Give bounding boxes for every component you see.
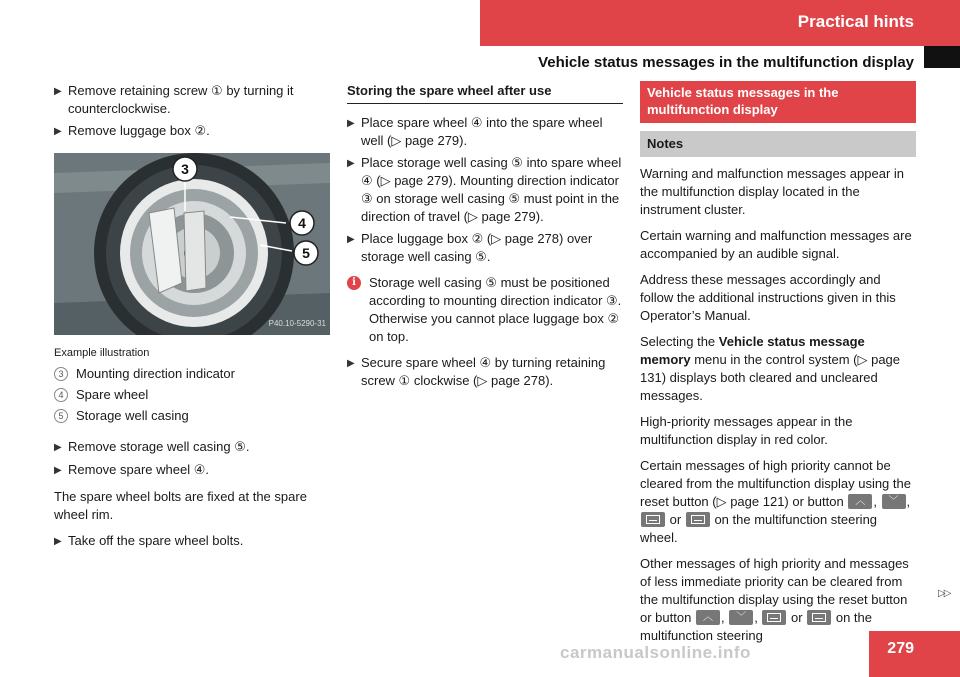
step-item	[54, 532, 330, 551]
header-bar	[480, 0, 960, 46]
text-segment: Other messages of high priority and messages of less immediate priority can be cleared from the multifunction display using the reset button or button	[640, 556, 909, 625]
figure-legend	[54, 365, 330, 425]
figure-code: P40.10-5290-31	[268, 319, 326, 328]
up-button-icon: ︿	[848, 494, 872, 509]
step-text: Remove retaining screw ① by turning it counterclockwise.	[68, 83, 294, 116]
paragraph: Warning and malfunction messages appear in the multifunction display located in the instrument cluster.	[640, 166, 904, 217]
page-number: 279	[887, 640, 914, 657]
legend-item	[54, 365, 330, 383]
column-right	[640, 84, 916, 653]
page-number-box	[869, 631, 960, 677]
watermark: carmanualsonline.info	[560, 643, 751, 662]
paragraph: Other messages of high priority and messages of less immediate priority can be cleared from the multifunction display using the reset button or button ︿ , ﹀ , or on the multifunction steering	[640, 556, 909, 643]
legend-item	[54, 386, 330, 404]
info-icon: i	[347, 276, 361, 290]
arrow-right-icon: ▶	[54, 465, 62, 476]
legend-number: 3	[54, 367, 68, 381]
callout-3: 3	[181, 161, 189, 177]
step-item	[54, 438, 330, 457]
continue-mark: ▷▷	[938, 588, 950, 599]
spare-wheel-illustration	[54, 153, 330, 335]
info-note	[347, 274, 623, 346]
paragraph: Certain messages of high priority cannot be cleared from the multifunction display using the reset button (▷ page 121) or button ︿ , ﹀ , or on the multifunction steering wheel.	[640, 458, 911, 545]
step-text: Place spare wheel ④ into the spare wheel well (▷ page 279).	[361, 115, 603, 148]
notes-heading: Notes	[640, 131, 916, 157]
down-button-icon: ﹀	[882, 494, 906, 509]
callout-4: 4	[298, 215, 306, 231]
info-text: Storage well casing ⑤ must be positioned according to mounting direction indicator ③. Otherwise you cannot place luggage box ② on top.	[369, 275, 622, 344]
step-item	[347, 114, 623, 150]
menu-name: Vehicle status message memory	[640, 334, 865, 367]
page-subtitle: Vehicle status messages in the multifunction display	[538, 54, 914, 71]
step-item	[347, 354, 623, 390]
section-title-box: Vehicle status messages in the multifunction display	[640, 81, 916, 123]
text-segment: Selecting the	[640, 334, 719, 349]
legend-label: Mounting direction indicator	[76, 366, 235, 381]
step-item	[54, 122, 330, 141]
arrow-right-icon: ▶	[54, 86, 62, 97]
text-segment: Certain messages of high priority cannot be cleared from the multifunction display using the reset button (▷ page 121) or button	[640, 458, 911, 509]
arrow-right-icon: ▶	[347, 234, 355, 245]
callout-5: 5	[302, 245, 310, 261]
paragraph: The spare wheel bolts are fixed at the spare wheel rim.	[54, 489, 307, 522]
section-title: Practical hints	[797, 12, 914, 31]
paragraph	[640, 333, 916, 405]
display-button-icon	[807, 610, 831, 625]
step-text: Place luggage box ② (▷ page 278) over storage well casing ⑤.	[361, 231, 593, 264]
step-item	[347, 154, 623, 226]
step-text: Secure spare wheel ④ by turning retaining screw ① clockwise (▷ page 278).	[361, 355, 606, 388]
step-text: Take off the spare wheel bolts.	[68, 533, 244, 548]
legend-number: 4	[54, 388, 68, 402]
down-button-icon: ﹀	[729, 610, 753, 625]
section-heading: Storing the spare wheel after use	[347, 82, 623, 104]
legend-label: Spare wheel	[76, 387, 149, 402]
column-left	[54, 82, 330, 555]
display-button-icon	[686, 512, 710, 527]
text-segment: or	[791, 610, 803, 625]
step-text: Remove spare wheel ④.	[68, 462, 209, 477]
step-item	[54, 461, 330, 480]
arrow-right-icon: ▶	[347, 158, 355, 169]
arrow-right-icon: ▶	[347, 358, 355, 369]
arrow-right-icon: ▶	[54, 126, 62, 137]
paragraph: High-priority messages appear in the multifunction display in red color.	[640, 414, 853, 447]
arrow-right-icon: ▶	[54, 442, 62, 453]
step-item	[347, 230, 623, 266]
display-button-icon	[641, 512, 665, 527]
spare-wheel-drawing	[54, 153, 330, 335]
column-middle	[347, 82, 623, 394]
step-text: Remove storage well casing ⑤.	[68, 439, 250, 454]
display-button-icon	[762, 610, 786, 625]
text-segment: or	[669, 512, 682, 527]
header-marker	[924, 46, 960, 68]
text-segment: on the multifunction steering wheel.	[640, 512, 878, 545]
paragraph: Certain warning and malfunction messages are accompanied by an audible signal.	[640, 228, 912, 261]
legend-item	[54, 407, 330, 425]
legend-number: 5	[54, 409, 68, 423]
text-segment: on the multifunction steering	[640, 610, 873, 643]
arrow-right-icon: ▶	[347, 118, 355, 129]
step-text: Place storage well casing ⑤ into spare wheel ④ (▷ page 279). Mounting direction indicator ③ on storage well casing ⑤ must point in the direction of travel (▷ page 279).	[361, 155, 622, 224]
up-button-icon: ︿	[696, 610, 720, 625]
step-text: Remove luggage box ②.	[68, 123, 210, 138]
step-item	[54, 82, 330, 118]
text-segment: menu in the control system (▷ page 131) displays both cleared and uncleared messages.	[640, 352, 901, 403]
arrow-right-icon: ▶	[54, 536, 62, 547]
paragraph: Address these messages accordingly and follow the additional instructions given in this Operator’s Manual.	[640, 272, 896, 323]
legend-label: Storage well casing	[76, 408, 189, 423]
figure-caption: Example illustration	[54, 347, 150, 359]
